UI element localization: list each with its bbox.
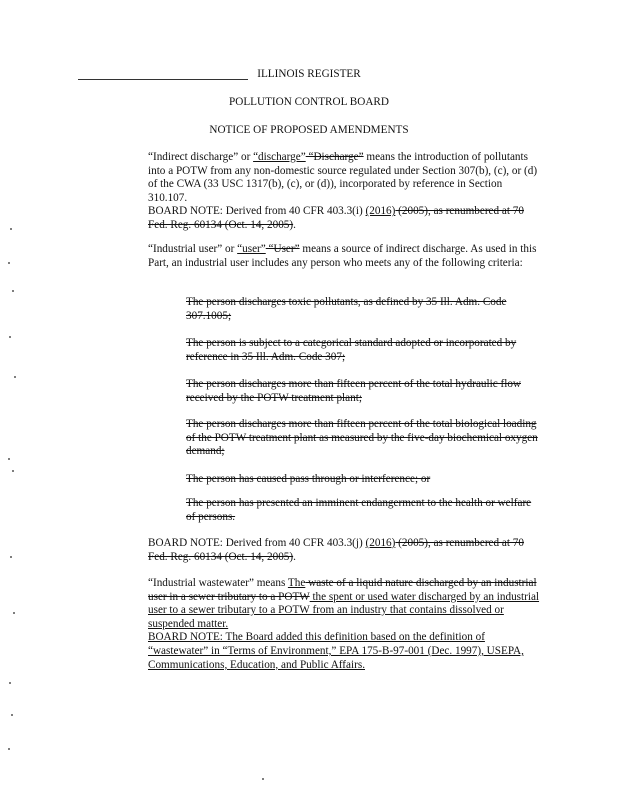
scan-speck	[10, 556, 12, 558]
criteria-item: The person discharges more than fifteen percent of the total biological loading of the POTW treatment plant as measured by the five-day biochemical oxygen demand;	[186, 418, 538, 458]
definition-text: means a source of indirect discharge. As used in this Part, an industrial user includes any person who meets any of the following criteria:	[148, 243, 537, 269]
definition-text: means the introduction of pollutants into a POTW from any non-domestic source regulated under Section 307(b), (c), or (d) of the CWA (33 USC 1317(b), (c), or (d)), incorporated by reference in Section 310.107.	[148, 151, 538, 204]
scan-speck	[14, 376, 16, 378]
inserted-text: “user”	[237, 243, 266, 255]
definition-text: “Industrial wastewater” means	[148, 577, 288, 589]
definition-industrial-wastewater	[148, 577, 543, 672]
inserted-text: the spent or used water discharged by an industrial user to a sewer tributary to a POTW from an industry that contains dissolved or suspended matter.	[148, 590, 540, 630]
definition-text: “Industrial user” or	[148, 243, 238, 255]
definition-indirect-discharge	[148, 151, 543, 233]
criteria-item: The person discharges toxic pollutants, as defined by 35 Ill. Adm. Code 307.1005;	[186, 296, 507, 322]
scan-speck	[13, 612, 15, 614]
scan-speck	[9, 336, 11, 338]
definition-industrial-user	[148, 243, 543, 270]
definition-text: “Indirect discharge” or	[148, 151, 254, 163]
scan-speck	[12, 290, 14, 292]
deleted-text: waste of a liquid nature discharged by an industrial user in a sewer tributary to a POTW	[148, 577, 537, 603]
notice-title: NOTICE OF PROPOSED AMENDMENTS	[209, 124, 409, 136]
scan-speck	[8, 458, 10, 460]
scan-speck	[11, 714, 13, 716]
criteria-item: The person is subject to a categorical standard adopted or incorporated by reference in 35 Ill. Adm. Code 307;	[186, 337, 517, 363]
register-title: ILLINOIS REGISTER	[257, 68, 361, 80]
board-note: BOARD NOTE: The Board added this definition based on the definition of “wastewater” in “Terms of Environment,” EPA 175-B-97-001 (Dec. 1997), USEPA, Communications, Education, and Public Affairs.	[148, 631, 524, 671]
board-note-industrial-user: BOARD NOTE: Derived from 40 CFR 403.3(j) (2016) (2005), as renumbered at 70 Fed. Reg. 60134 (Oct. 14, 2005).	[148, 537, 524, 563]
deleted-text: “User”	[265, 243, 300, 255]
board-note: BOARD NOTE: Derived from 40 CFR 403.3(i) (2016) (2005), as renumbered at 70 Fed. Reg. 60134 (Oct. 14, 2005).	[148, 205, 524, 231]
criteria-item: The person discharges more than fifteen percent of the total hydraulic flow received by the POTW treatment plant;	[186, 378, 521, 404]
scan-speck	[262, 778, 264, 780]
scan-speck	[10, 228, 12, 230]
inserted-text: “discharge”	[253, 151, 306, 163]
scan-speck	[9, 682, 11, 684]
criteria-item: The person has caused pass through or interference; or	[186, 473, 431, 485]
inserted-text: The	[287, 577, 306, 589]
scan-speck	[8, 748, 10, 750]
deleted-text: “Discharge”	[305, 151, 364, 163]
criteria-item: The person has presented an imminent endangerment to the health or welfare of persons.	[186, 497, 532, 523]
board-title: POLLUTION CONTROL BOARD	[229, 96, 389, 108]
scan-speck	[12, 470, 14, 472]
scan-speck	[8, 262, 10, 264]
